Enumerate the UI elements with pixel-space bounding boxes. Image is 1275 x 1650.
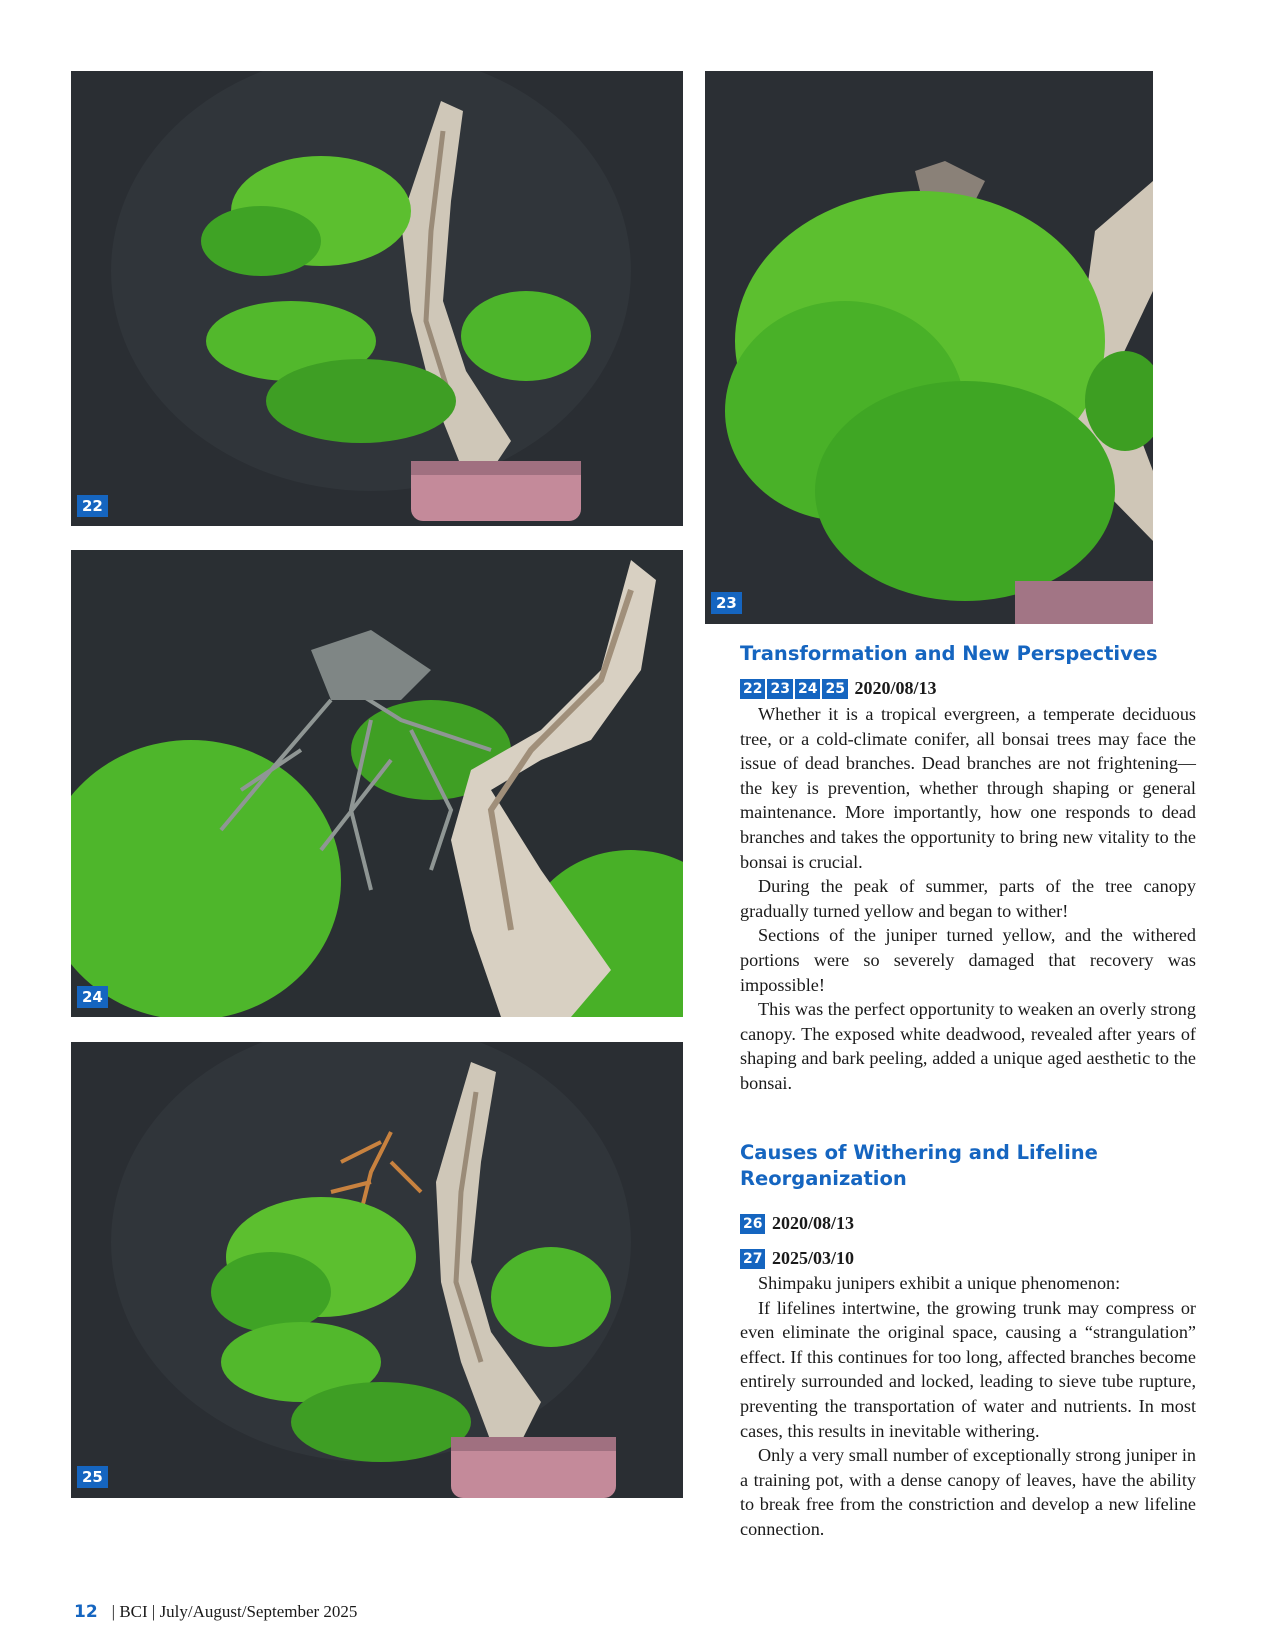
- section2-date-2: 2025/03/10: [771, 1248, 854, 1268]
- figure-tag-24: 24: [795, 679, 820, 699]
- paragraph: During the peak of summer, parts of the tree canopy gradually turned yellow and began to wither!: [740, 876, 1196, 921]
- photo-25-bonsai: [71, 1042, 683, 1498]
- section1-date: 2020/08/13: [854, 678, 937, 698]
- figure-tag-22: 22: [740, 679, 765, 699]
- figure-tag-26: 26: [740, 1214, 765, 1234]
- figure-tag-25: 25: [822, 679, 847, 699]
- page-footer: [74, 1602, 357, 1622]
- figure-number-24: 24: [77, 986, 108, 1008]
- section1-dateline: [740, 676, 936, 700]
- paragraph: If lifelines intertwine, the growing trunk may compress or even eliminate the original space, causing a “strangulation” effect. If this continues for too long, affected branches become entirely surrounded and locked, leading to sieve tube rupture, preventing the transportation of water and nutrients. In most cases, this results in inevitable withering.: [740, 1297, 1196, 1441]
- paragraph: Whether it is a tropical evergreen, a temperate deciduous tree, or a cold-climate conifer, all bonsai trees may face the issue of dead branches. Dead branches are not frightening—the key is prevention, whether through shaping or general maintenance. More importantly, how one responds to dead branches and takes the opportunity to bring new vitality to the bonsai is crucial.: [740, 704, 1196, 872]
- photo-22-bonsai: [71, 71, 683, 526]
- paragraph: Shimpaku junipers exhibit a unique phenomenon:: [758, 1273, 1121, 1293]
- figure-tag-27: 27: [740, 1249, 765, 1269]
- photo-24-bonsai: [71, 550, 683, 1017]
- paragraph: This was the perfect opportunity to weaken an overly strong canopy. The exposed white deadwood, revealed after years of shaping and bark peeling, added a unique aged aesthetic to the bonsai.: [740, 999, 1196, 1093]
- section1-body: [740, 702, 1196, 1096]
- section2-heading-line2: Reorganization: [740, 1167, 907, 1190]
- publication-info: | BCI | July/August/September 2025: [111, 1602, 358, 1621]
- page-number: 12: [74, 1602, 98, 1622]
- photo-23-bonsai: [705, 71, 1153, 624]
- section2-dateline-1: [740, 1211, 854, 1235]
- paragraph: Sections of the juniper turned yellow, and the withered portions were so severely damaged that recovery was impossible!: [740, 925, 1196, 995]
- section2-heading-line1: Causes of Withering and Lifeline: [740, 1141, 1098, 1164]
- section2-date-1: 2020/08/13: [771, 1213, 854, 1233]
- section-heading-causes: [740, 1140, 1098, 1192]
- section2-body: [740, 1271, 1196, 1542]
- figure-number-22: 22: [77, 495, 108, 517]
- paragraph: Only a very small number of exceptionally strong juniper in a training pot, with a dense canopy of leaves, have the ability to break free from the constriction and develop a new lifeline connection.: [740, 1445, 1196, 1539]
- figure-tag-23: 23: [767, 679, 792, 699]
- figure-number-23: 23: [711, 592, 742, 614]
- figure-number-25: 25: [77, 1466, 108, 1488]
- section2-dateline-2: [740, 1246, 854, 1270]
- section-heading-transformation: Transformation and New Perspectives: [740, 642, 1158, 665]
